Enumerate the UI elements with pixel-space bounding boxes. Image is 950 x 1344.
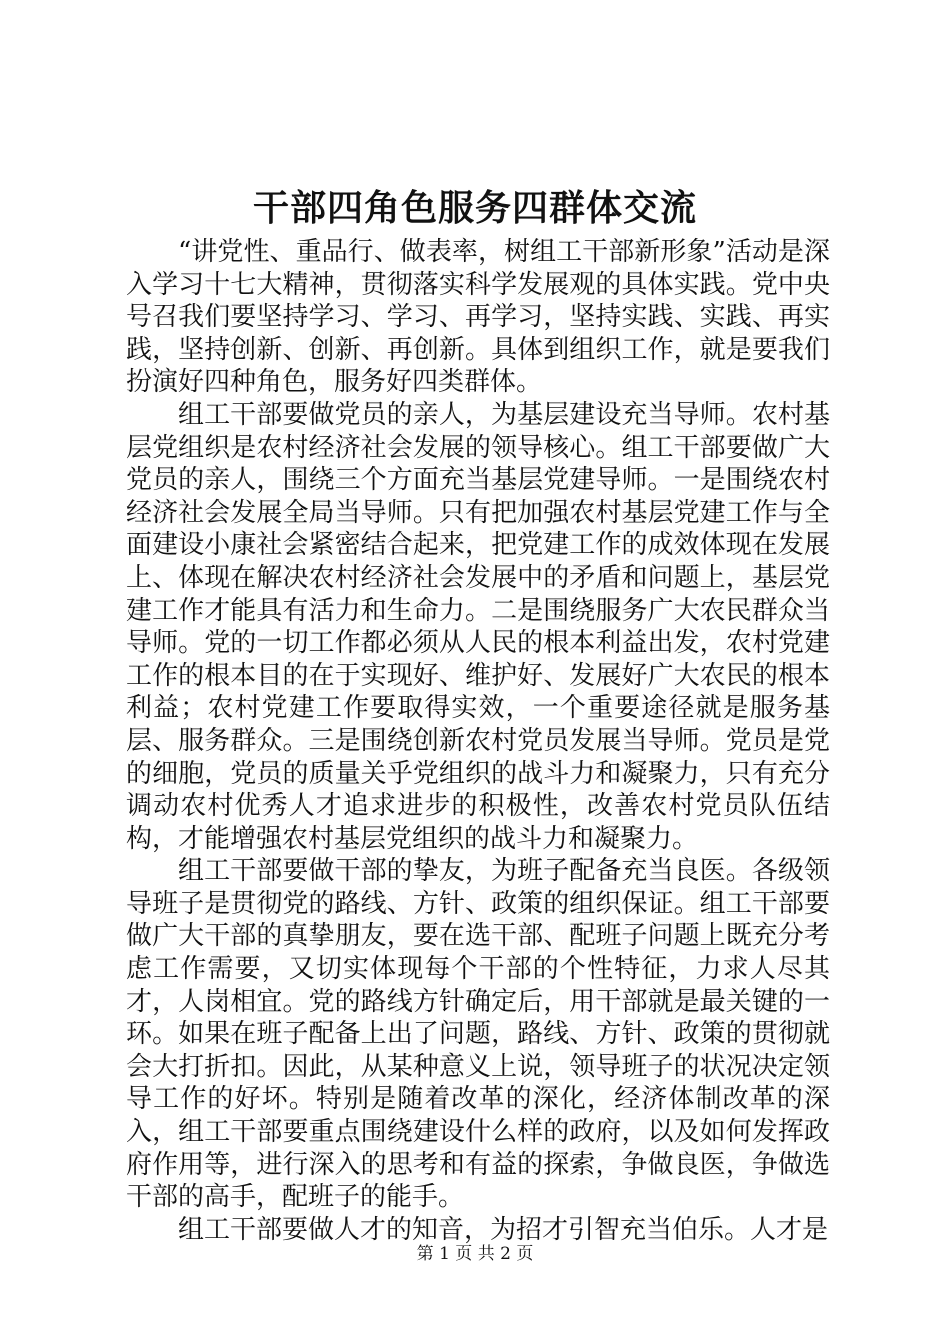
paragraph: “讲党性、重品行、做表率，树组工干部新形象”活动是深入学习十七大精神，贯彻落实科学发展观的具体实践。党中央号召我们要坚持学习、学习、再学习，坚持实践、实践、再实践，坚持创新、创新、再创新。具体到组织工作，就是要我们扮演好四种角色，服务好四类群体。 [126,237,830,398]
paragraph: 组工干部要做干部的挚友，为班子配备充当良医。各级领导班子是贯彻党的路线、方针、政策的组织保证。组工干部要做广大干部的真挚朋友，要在选干部、配班子问题上既充分考虑工作需要，又切实体现每个干部的个性特征，力求人尽其才，人岗相宜。党的路线方针确定后，用干部就是最关键的一环。如果在班子配备上出了问题，路线、方针、政策的贯彻就会大打折扣。因此，从某种意义上说，领导班子的状况决定领导工作的好坏。特别是随着改革的深化，经济体制改革的深入，组工干部要重点围绕建设什么样的政府，以及如何发挥政府作用等，进行深入的思考和有益的探索，争做良医，争做选干部的高手，配班子的能手。 [126,856,830,1213]
page-number-footer: 第 1 页 共 2 页 [416,1244,534,1264]
paragraph: 组工干部要做党员的亲人，为基层建设充当导师。农村基层党组织是农村经济社会发展的领导核心。组工干部要做广大党员的亲人，围绕三个方面充当基层党建导师。一是围绕农村经济社会发展全局当导师。只有把加强农村基层党建工作与全面建设小康社会紧密结合起来，把党建工作的成效体现在发展上、体现在解决农村经济社会发展中的矛盾和问题上，基层党建工作才能具有活力和生命力。二是围绕服务广大农民群众当导师。党的一切工作都必须从人民的根本利益出发，农村党建工作的根本目的在于实现好、维护好、发展好广大农民的根本利益；农村党建工作要取得实效，一个重要途径就是服务基层、服务群众。三是围绕创新农村党员发展当导师。党员是党的细胞，党员的质量关乎党组织的战斗力和凝聚力，只有充分调动农村优秀人才追求进步的积极性，改善农村党员队伍结构，才能增强农村基层党组织的战斗力和凝聚力。 [126,399,830,854]
document-body [126,236,830,1246]
document-title: 干部四角色服务四群体交流 [252,187,697,229]
paragraph: 组工干部要做人才的知音，为招才引智充当伯乐。人才是 [178,1214,829,1245]
